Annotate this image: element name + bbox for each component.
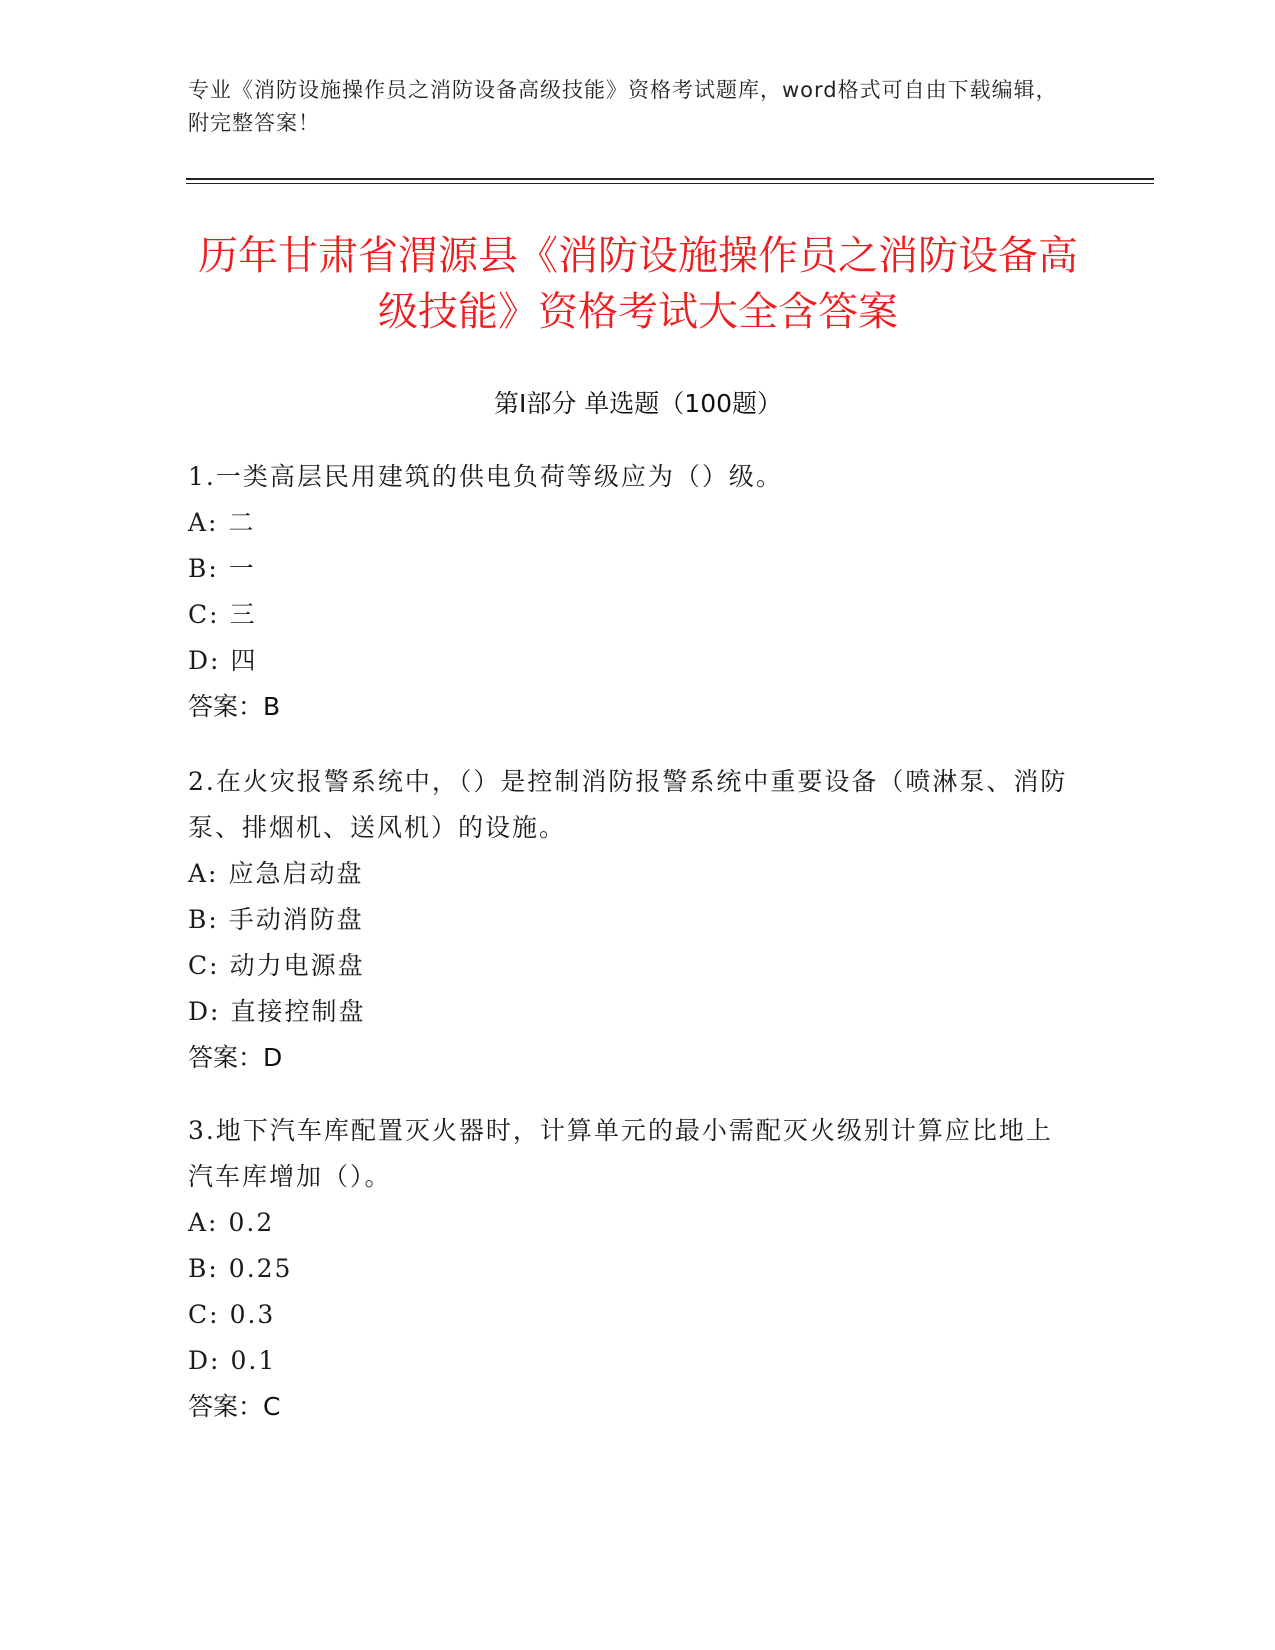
option-a <box>188 1200 1068 1246</box>
option-letter: B: <box>188 554 219 583</box>
option-b <box>188 897 1068 943</box>
option-letter: C: <box>188 951 220 980</box>
option-letter: A: <box>188 859 219 888</box>
option-letter: D: <box>188 646 221 675</box>
option-letter: B: <box>188 905 219 934</box>
option-c <box>188 592 1068 638</box>
option-b <box>188 1246 1068 1292</box>
header-divider-thick <box>186 178 1154 180</box>
option-text: 二 <box>228 508 256 537</box>
option-c <box>188 1292 1068 1338</box>
option-d <box>188 989 1068 1035</box>
header-divider-thin <box>186 183 1154 184</box>
question-1 <box>188 454 1068 730</box>
option-text: 手动消防盘 <box>228 905 364 934</box>
option-text: 四 <box>230 646 258 675</box>
option-text: 直接控制盘 <box>230 997 366 1026</box>
option-text: 应急启动盘 <box>228 859 364 888</box>
answer: 答案：C <box>188 1392 281 1421</box>
option-letter: D: <box>188 1346 221 1375</box>
question-stem: 1.一类高层民用建筑的供电负荷等级应为（）级。 <box>188 462 783 491</box>
option-letter: C: <box>188 1300 220 1329</box>
option-b <box>188 546 1068 592</box>
option-text: 0.25 <box>228 1254 293 1283</box>
question-stem: 2.在火灾报警系统中，（）是控制消防报警系统中重要设备（喷淋泵、消防泵、排烟机、送风机）的设施。 <box>188 767 1068 842</box>
question-3 <box>188 1108 1068 1430</box>
section-heading: 第Ⅰ部分 单选题（100题） <box>493 389 783 418</box>
question-stem: 3.地下汽车库配置灭火器时，计算单元的最小需配灭火级别计算应比地上汽车库增加（）。 <box>188 1116 1053 1191</box>
option-letter: B: <box>188 1254 219 1283</box>
option-text: 动力电源盘 <box>229 951 365 980</box>
option-d <box>188 638 1068 684</box>
option-letter: A: <box>188 1208 219 1237</box>
option-letter: A: <box>188 508 219 537</box>
document-title: 历年甘肃省渭源县《消防设施操作员之消防设备高级技能》资格考试大全含答案 <box>198 233 1078 335</box>
answer: 答案：B <box>188 692 281 721</box>
option-text: 0.1 <box>230 1346 277 1375</box>
question-2 <box>188 759 1068 1081</box>
option-a <box>188 500 1068 546</box>
option-letter: C: <box>188 600 220 629</box>
option-letter: D: <box>188 997 221 1026</box>
option-d <box>188 1338 1068 1384</box>
option-text: 0.3 <box>229 1300 276 1329</box>
option-c <box>188 943 1068 989</box>
option-text: 三 <box>229 600 257 629</box>
header-note: 专业《消防设施操作员之消防设备高级技能》资格考试题库，word格式可自由下载编辑，附完整答案！ <box>188 78 1058 135</box>
option-text: 0.2 <box>228 1208 275 1237</box>
option-text: 一 <box>228 554 256 583</box>
option-a <box>188 851 1068 897</box>
answer: 答案：D <box>188 1043 283 1072</box>
